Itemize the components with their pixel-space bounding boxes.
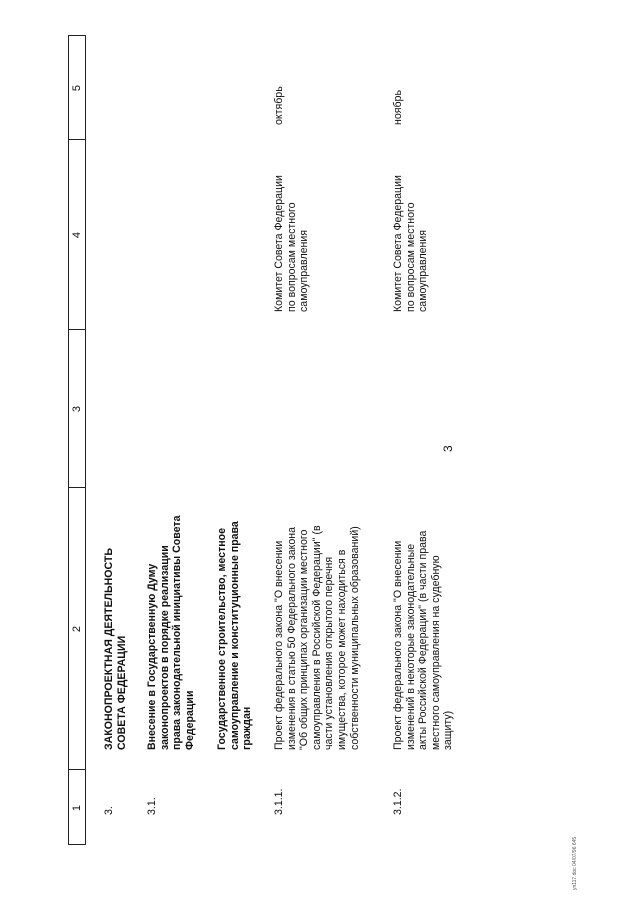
col-divider xyxy=(68,844,85,845)
row-title: Внесение в Государственную Думу законопроектов в порядке реализации права законодательной инициативы Совета Федерации xyxy=(146,515,196,750)
term: ноябрь xyxy=(392,90,404,125)
row-title: Проект федерального закона "О внесении изменений в некоторые законодательные акты Российской Федерации" (в части права местного самоуправления на судебную защиту) xyxy=(392,530,455,750)
table-top-rule xyxy=(68,35,69,845)
row-number: 3.1. xyxy=(146,797,158,815)
col-divider xyxy=(68,329,85,330)
row-number: 3.1.2. xyxy=(392,788,404,815)
col-divider xyxy=(68,487,85,488)
col-number: 4 xyxy=(71,231,83,239)
col-number: 2 xyxy=(71,625,83,633)
col-number: 1 xyxy=(71,804,83,812)
col-divider xyxy=(68,769,85,770)
row-title: Проект федерального закона "О внесении изменения в статью 50 Федерального закона "Об общих принципах организации местного самоуправления в Российской Федерации" (в части установления открытого перечня имущества, которое может находиться в собственности муниципальных образований) xyxy=(273,525,361,750)
page-number: 3 xyxy=(441,445,455,452)
file-footer: уп117.doc 04/07/96 645 xyxy=(572,836,578,890)
col-number: 3 xyxy=(71,405,83,413)
col-number: 5 xyxy=(71,84,83,92)
col-divider xyxy=(68,35,85,36)
col-divider xyxy=(68,139,85,140)
responsible-committee: Комитет Совета Федерации по вопросам местного самоуправления xyxy=(392,175,430,312)
section-heading: Государственное строительство, местное самоуправление и конституционные права граждан xyxy=(216,521,254,750)
responsible-committee: Комитет Совета Федерации по вопросам местного самоуправления xyxy=(273,175,311,312)
row-number: 3.1.1. xyxy=(273,788,285,815)
term: октябрь xyxy=(273,86,285,125)
table-header-rule xyxy=(85,35,86,845)
row-title: ЗАКОНОПРОЕКТНАЯ ДЕЯТЕЛЬНОСТЬ СОВЕТА ФЕДЕРАЦИИ xyxy=(103,548,128,750)
row-number: 3. xyxy=(103,806,115,815)
